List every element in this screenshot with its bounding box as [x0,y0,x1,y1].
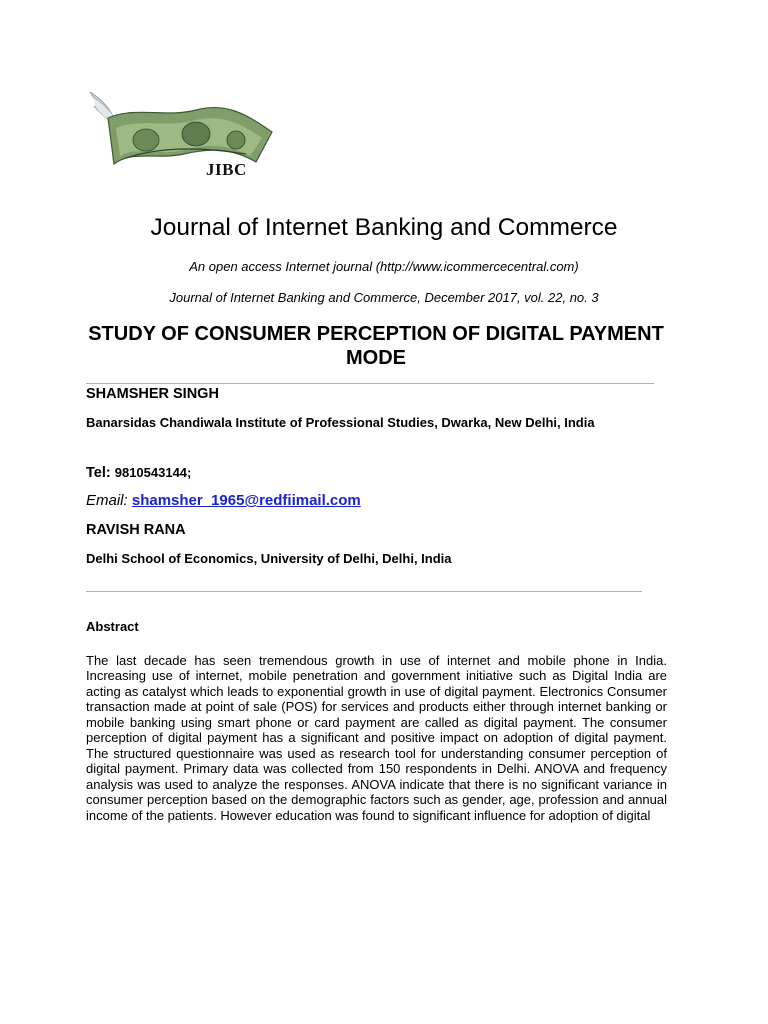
journal-tagline: An open access Internet journal (http://www.icommercecentral.com) [189,259,579,274]
email-label: Email: [86,492,128,509]
author-email [86,492,361,509]
divider [86,383,654,384]
author-telephone [86,465,191,481]
journal-issue: Journal of Internet Banking and Commerce, December 2017, vol. 22, no. 3 [169,290,599,305]
winged-dollar-icon [86,88,276,190]
author-name: RAVISH RANA [86,522,186,538]
author-affiliation: Banarsidas Chandiwala Institute of Professional Studies, Dwarka, New Delhi, India [86,415,595,430]
divider [86,591,642,592]
email-link[interactable]: shamsher_1965@redfiimail.com [131,492,361,509]
article-title: STUDY OF CONSUMER PERCEPTION OF DIGITAL PAYMENT MODE [88,323,664,369]
abstract-body: The last decade has seen tremendous growth in use of internet and mobile phone in India. Increasing use of internet, mobile penetration and government initiative such as Digital India are acting as catalyst which leads to exponential growth in use of digital payment. Electronics Consumer transaction made at point of sale (POS) for services and products either through internet banking or mobile banking using smart phone or card payment are called as digital payment. The consumer perception of digital payment has a significant and positive impact on adoption of digital payment. The structured questionnaire was used as research tool for understanding consumer perception of digital payment. Primary data was collected from 150 respondents in Delhi. ANOVA and frequency analysis was used to analyze the responses. ANOVA indicate that there is no significant variance in consumer perception based on the demographic factors such as gender, age, profession and annual income of the patients. However education was found to significant influence for adoption of digital [86,653,667,823]
journal-logo [86,88,276,190]
tel-label: Tel: [86,465,111,481]
abstract-heading: Abstract [86,619,139,634]
journal-title: Journal of Internet Banking and Commerce [150,214,618,241]
logo-text: JIBC [206,160,247,179]
author-name: SHAMSHER SINGH [86,386,219,402]
tel-number: 9810543144; [114,465,192,480]
author-affiliation: Delhi School of Economics, University of Delhi, Delhi, India [86,551,452,566]
